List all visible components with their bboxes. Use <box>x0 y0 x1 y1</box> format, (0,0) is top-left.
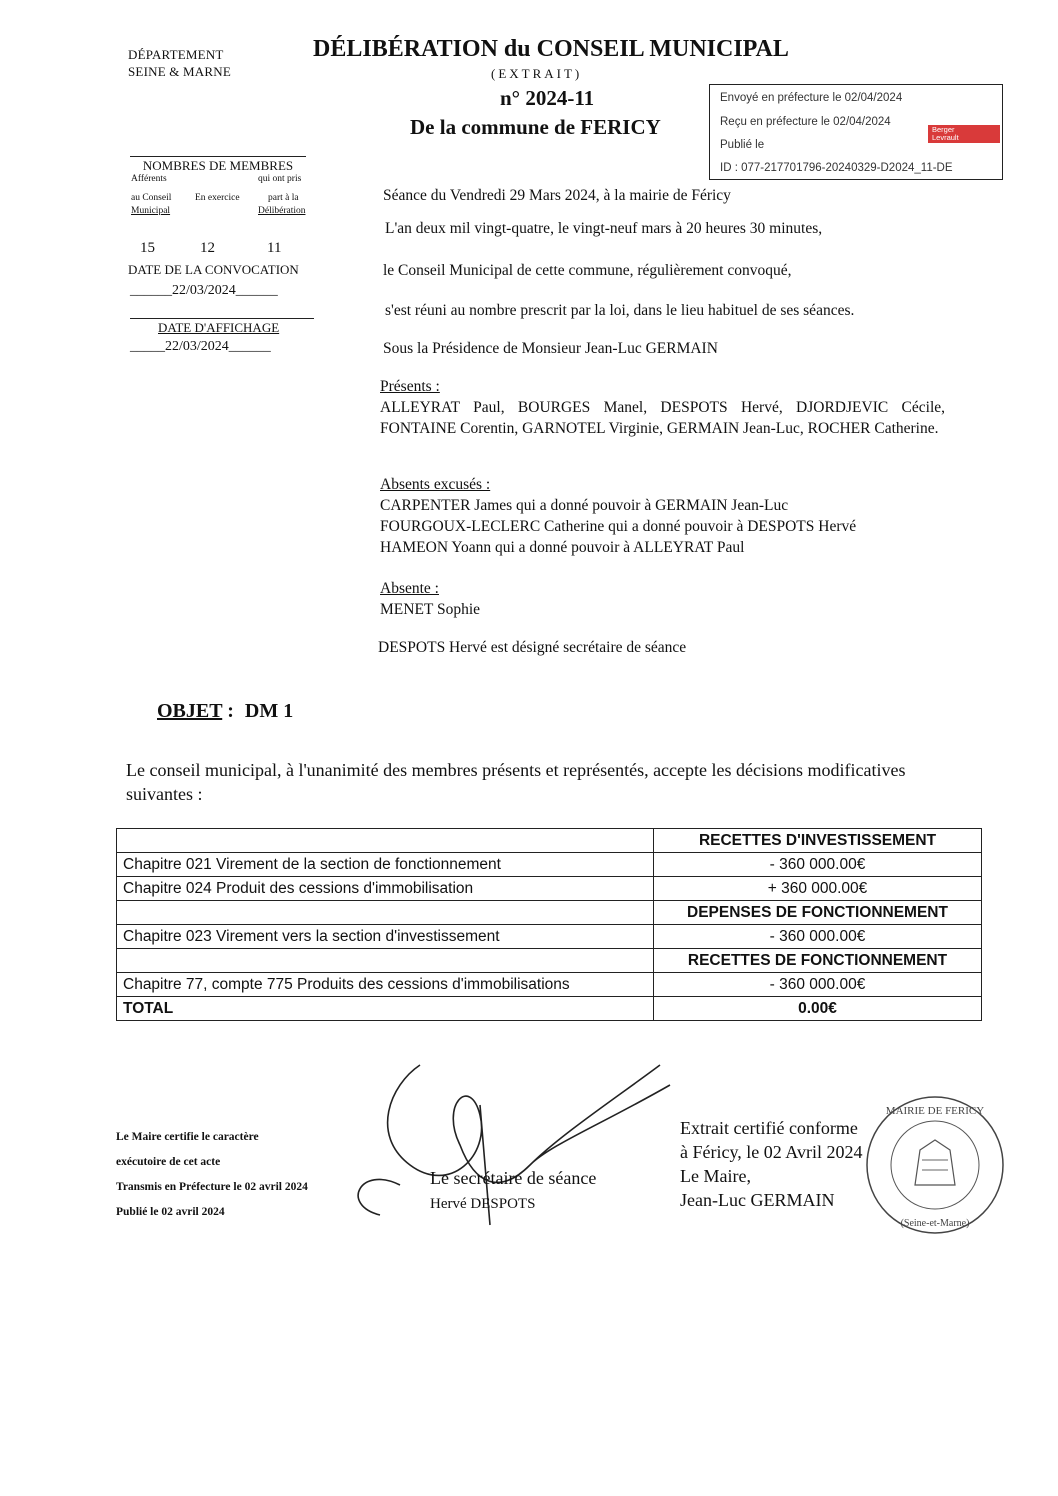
cert-line2: exécutoire de cet acte <box>116 1156 221 1168</box>
table-label-cell <box>117 829 654 853</box>
table-value-cell: + 360 000.00€ <box>654 877 982 901</box>
extrait-line1: Extrait certifié conforme <box>680 1118 858 1138</box>
members-au-conseil: au Conseil <box>131 193 172 203</box>
dm-table <box>116 828 982 1021</box>
stamp-recu: Reçu en préfecture le 02/04/2024 <box>720 116 891 128</box>
members-en-exercice: En exercice <box>195 193 240 203</box>
document-subtitle: (EXTRAIT) <box>491 66 583 81</box>
members-part-a-la: part à la <box>268 193 299 203</box>
objet-value: DM 1 <box>244 700 294 722</box>
mairie-seal <box>860 1090 1010 1240</box>
affichage-label: DATE D'AFFICHAGE <box>158 320 280 335</box>
seance-line4: s'est réuni au nombre prescrit par la loi, dans le lieu habituel de ses séances. <box>385 302 855 319</box>
commune-name: De la commune de FERICY <box>410 115 661 139</box>
document-title: DÉLIBÉRATION du CONSEIL MUNICIPAL <box>313 36 789 62</box>
department-line1: DÉPARTEMENT <box>128 47 224 62</box>
cert-line1: Le Maire certifie le caractère <box>116 1131 259 1143</box>
table-section-header <box>117 949 982 973</box>
table-label-cell <box>117 949 654 973</box>
members-block <box>130 156 306 174</box>
cert-line4: Publié le 02 avril 2024 <box>116 1206 225 1218</box>
table-value-cell: - 360 000.00€ <box>654 973 982 997</box>
certification-block <box>116 1125 308 1225</box>
table-row <box>117 853 982 877</box>
seance-line1: Séance du Vendredi 29 Mars 2024, à la mairie de Féricy <box>383 187 731 204</box>
absent-item: HAMEON Yoann qui a donné pouvoir à ALLEYRAT Paul <box>380 539 745 556</box>
table-row <box>117 925 982 949</box>
logo-line2: Levrault <box>932 133 959 142</box>
count-exercice: 12 <box>200 240 215 256</box>
table-label-cell: Chapitre 023 Virement vers la section d'investissement <box>117 925 654 949</box>
absents-label: Absents excusés : <box>380 476 491 493</box>
maire-block <box>680 1116 862 1212</box>
table-section-header <box>117 829 982 853</box>
seal-bottom-text: (Seine-et-Marne) <box>900 1218 970 1229</box>
members-municipal: Municipal <box>131 206 171 216</box>
objet-label: OBJET <box>157 700 223 722</box>
stamp-id: ID : 077-217701796-20240329-D2024_11-DE <box>720 162 953 174</box>
convocation-label: DATE DE LA CONVOCATION <box>128 262 299 277</box>
secretaire-designation: DESPOTS Hervé est désigné secrétaire de séance <box>378 639 687 656</box>
secretaire-label: Le secrétaire de séance <box>430 1168 597 1188</box>
members-qui-ont-pris: qui ont pris <box>258 174 302 184</box>
seance-line2: L'an deux mil vingt-quatre, le vingt-neuf mars à 20 heures 30 minutes, <box>385 220 823 237</box>
members-deliberation: Délibération <box>258 206 306 216</box>
prefecture-stamp <box>709 84 1003 180</box>
presents-section <box>380 376 945 439</box>
absente-section <box>380 578 945 620</box>
objet-colon: : <box>227 700 234 722</box>
affichage-date-line: _____22/03/2024______ <box>130 339 271 354</box>
affichage-date: 22/03/2024 <box>165 339 229 354</box>
table-value-cell: - 360 000.00€ <box>654 853 982 877</box>
table-value-cell: RECETTES DE FONCTIONNEMENT <box>654 949 982 973</box>
table-label-cell: Chapitre 021 Virement de la section de fonctionnement <box>117 853 654 877</box>
members-afferents: Afférents <box>131 174 167 184</box>
stamp-envoye: Envoyé en préfecture le 02/04/2024 <box>720 92 903 104</box>
extrait-line4: Jean-Luc GERMAIN <box>680 1190 835 1210</box>
department-line2: SEINE & MARNE <box>128 64 231 79</box>
members-title: NOMBRES DE MEMBRES <box>142 158 294 173</box>
signature-secretaire <box>300 1045 700 1245</box>
stamp-publie: Publié le <box>720 139 765 151</box>
seance-line3: le Conseil Municipal de cette commune, régulièrement convoqué, <box>383 262 792 279</box>
table-value-cell: 0.00€ <box>654 997 982 1021</box>
table-row <box>117 877 982 901</box>
deliberation-number: n° 2024-11 <box>500 86 595 110</box>
absents-section <box>380 474 945 558</box>
cert-line3: Transmis en Préfecture le 02 avril 2024 <box>116 1181 308 1193</box>
absente-label: Absente : <box>380 580 439 597</box>
seal-top-text: MAIRIE DE FERICY <box>885 1105 985 1117</box>
table-value-cell: DEPENSES DE FONCTIONNEMENT <box>654 901 982 925</box>
berger-levrault-logo <box>928 125 1000 143</box>
table-section-header <box>117 901 982 925</box>
decision-intro: Le conseil municipal, à l'unanimité des membres présents et représentés, accepte les décisions modificatives suivantes : <box>126 760 906 804</box>
table-value-cell: - 360 000.00€ <box>654 925 982 949</box>
seance-line5: Sous la Présidence de Monsieur Jean-Luc GERMAIN <box>383 340 718 357</box>
department <box>128 46 231 80</box>
absente-name: MENET Sophie <box>380 601 481 618</box>
absent-item: FOURGOUX-LECLERC Catherine qui a donné pouvoir à DESPOTS Hervé <box>380 518 857 535</box>
divider <box>130 318 314 319</box>
convocation-date-line: ______22/03/2024______ <box>130 283 278 298</box>
absent-item: CARPENTER James qui a donné pouvoir à GERMAIN Jean-Luc <box>380 497 789 514</box>
table-label-cell: Chapitre 77, compte 775 Produits des cessions d'immobilisations <box>117 973 654 997</box>
extrait-line3: Le Maire, <box>680 1166 751 1186</box>
convocation-date: 22/03/2024 <box>172 283 236 298</box>
table-label-cell <box>117 901 654 925</box>
table-label-cell: Chapitre 024 Produit des cessions d'immobilisation <box>117 877 654 901</box>
table-total-row <box>117 997 982 1021</box>
extrait-line2: à Féricy, le 02 Avril 2024 <box>680 1142 863 1162</box>
presents-label: Présents : <box>380 378 440 395</box>
table-label-cell: TOTAL <box>117 997 654 1021</box>
logo-line1: Berger <box>932 125 955 134</box>
presents-list: ALLEYRAT Paul, BOURGES Manel, DESPOTS Hervé, DJORDJEVIC Cécile, FONTAINE Corentin, GARNOTEL Virginie, GERMAIN Jean-Luc, ROCHER Catherine. <box>380 399 945 437</box>
table-row <box>117 973 982 997</box>
count-afferents: 15 <box>140 240 155 256</box>
secretaire-name: Hervé DESPOTS <box>430 1196 536 1212</box>
table-value-cell: RECETTES D'INVESTISSEMENT <box>654 829 982 853</box>
count-deliberation: 11 <box>267 240 282 256</box>
objet-line <box>157 700 293 723</box>
